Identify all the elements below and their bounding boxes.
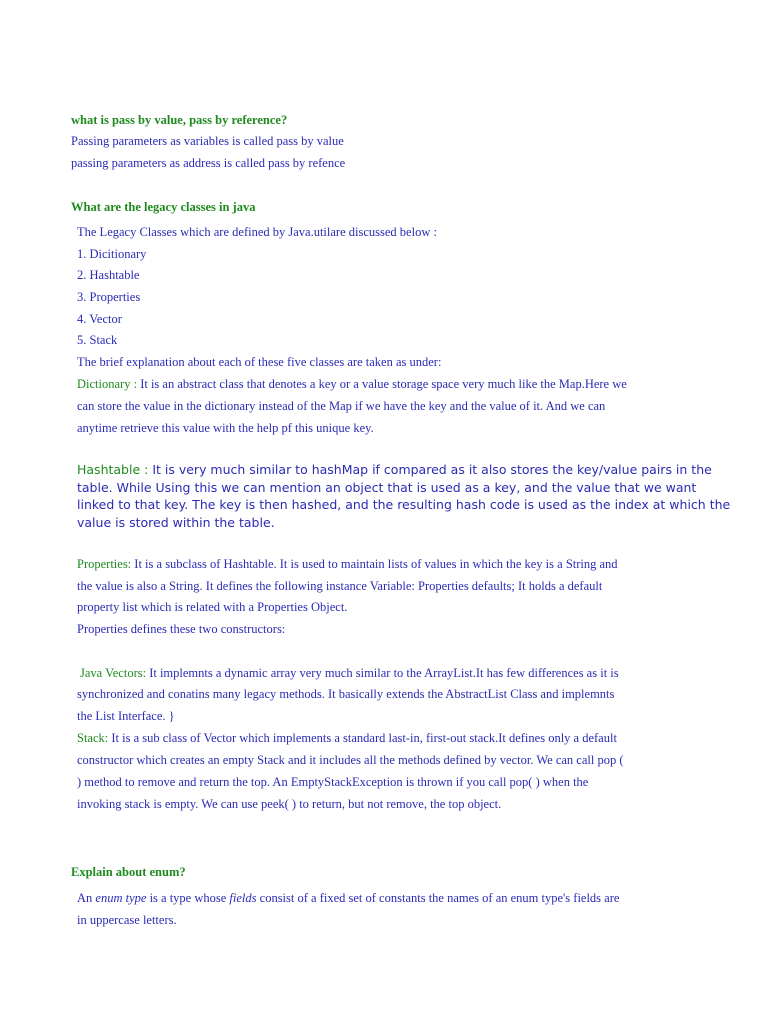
stack-paragraph-line: ) method to remove and return the top. An EmptyStackException is thrown if you call pop( ) when the bbox=[77, 775, 589, 789]
properties-paragraph-line: Properties: It is a subclass of Hashtable. It is used to maintain lists of values in which the key is a String and bbox=[77, 557, 618, 571]
hashtable-paragraph-line: value is stored within the table. bbox=[77, 515, 275, 530]
question-pass-by-value: what is pass by value, pass by reference? bbox=[71, 113, 288, 127]
answer-line: Passing parameters as variables is called pass by value bbox=[71, 134, 344, 148]
brief-explanation: The brief explanation about each of these five classes are taken as under: bbox=[77, 355, 442, 369]
properties-paragraph-line: the value is also a String. It defines the following instance Variable: Properties defaults; It holds a default bbox=[77, 579, 603, 593]
legacy-intro: The Legacy Classes which are defined by Java.utilare discussed below : bbox=[77, 225, 437, 239]
vector-paragraph-line: Java Vectors: It implemnts a dynamic array very much similar to the ArrayList.It has few differences as it is bbox=[80, 666, 619, 680]
stack-label: Stack: bbox=[77, 731, 109, 745]
hashtable-label: Hashtable : bbox=[77, 462, 149, 477]
question-legacy-classes: What are the legacy classes in java bbox=[71, 200, 256, 214]
list-item: 4. Vector bbox=[77, 312, 122, 326]
fields-term: fields bbox=[229, 891, 257, 905]
answer-line: passing parameters as address is called pass by refence bbox=[71, 156, 346, 170]
enum-paragraph-line: An enum type is a type whose fields consist of a fixed set of constants the names of an enum type's fields are bbox=[77, 891, 620, 905]
dictionary-paragraph-line: can store the value in the dictionary instead of the Map if we have the key and the value of it. And we can bbox=[77, 399, 606, 413]
enum-type-term: enum type bbox=[95, 891, 147, 905]
stack-paragraph-line: constructor which creates an empty Stack and it includes all the methods defined by vector. We can call pop ( bbox=[77, 753, 624, 767]
enum-paragraph-line: in uppercase letters. bbox=[77, 913, 177, 927]
stack-paragraph-line: Stack: It is a sub class of Vector which implements a standard last-in, first-out stack.It defines only a default bbox=[77, 731, 617, 745]
vector-paragraph-line: the List Interface. } bbox=[77, 709, 175, 723]
question-enum: Explain about enum? bbox=[71, 865, 186, 879]
list-item: 2. Hashtable bbox=[77, 268, 140, 282]
hashtable-paragraph-line: table. While Using this we can mention an object that is used as a key, and the value that we want bbox=[77, 480, 697, 495]
properties-paragraph-line: Properties defines these two constructors: bbox=[77, 622, 286, 636]
dictionary-paragraph-line: anytime retrieve this value with the help pf this unique key. bbox=[77, 421, 374, 435]
list-item: 3. Properties bbox=[77, 290, 141, 304]
vector-label: Java Vectors: bbox=[80, 666, 147, 680]
properties-paragraph-line: property list which is related with a Properties Object. bbox=[77, 600, 348, 614]
hashtable-paragraph-line: Hashtable : It is very much similar to hashMap if compared as it also stores the key/value pairs in the bbox=[77, 462, 712, 477]
dictionary-label: Dictionary : bbox=[77, 377, 138, 391]
hashtable-paragraph-line: linked to that key. The key is then hashed, and the resulting hash code is used as the index at which the bbox=[77, 497, 731, 512]
stack-paragraph-line: invoking stack is empty. We can use peek( ) to return, but not remove, the top object. bbox=[77, 797, 502, 811]
properties-label: Properties: bbox=[77, 557, 132, 571]
list-item: 5. Stack bbox=[77, 333, 118, 347]
dictionary-paragraph-line: Dictionary : It is an abstract class that denotes a key or a value storage space very much like the Map.Here we bbox=[77, 377, 627, 391]
list-item: 1. Dicitionary bbox=[77, 247, 147, 261]
vector-paragraph-line: synchronized and conatins many legacy methods. It basically extends the AbstractList Class and implemnts bbox=[77, 687, 615, 701]
